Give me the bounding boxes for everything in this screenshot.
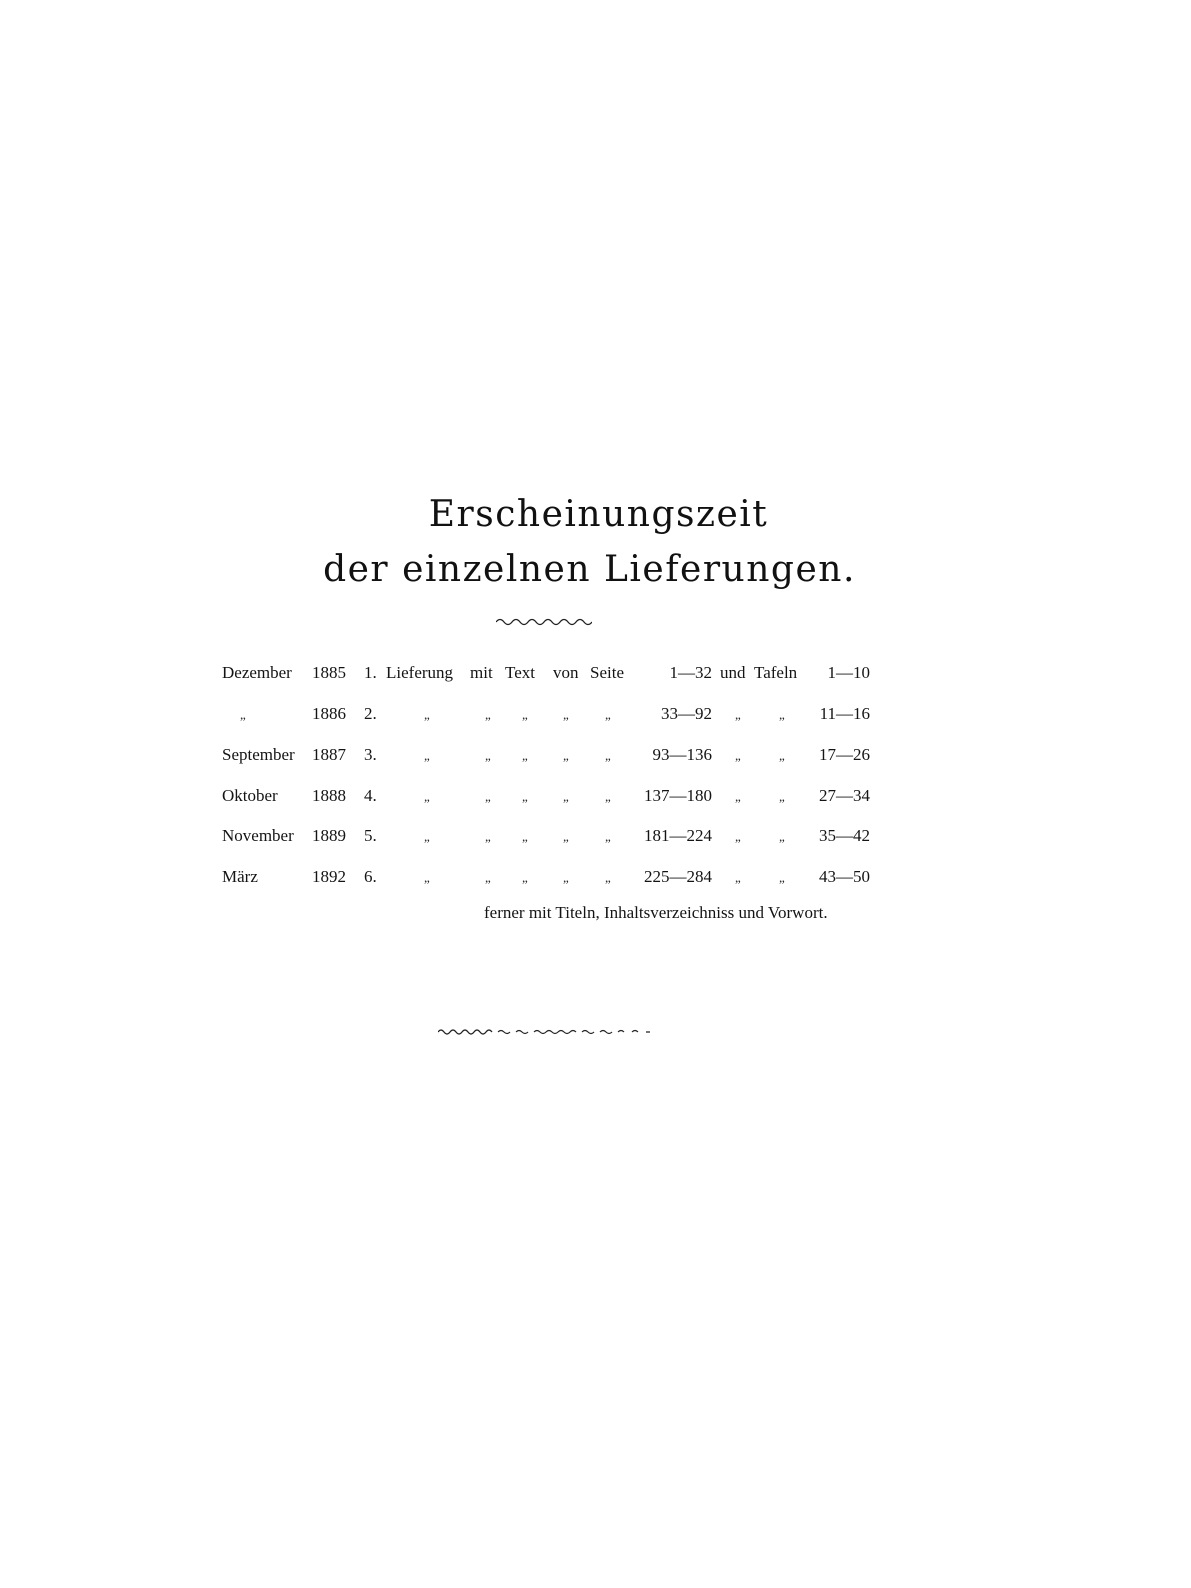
ditto-mark: „ xyxy=(563,789,569,804)
cell-pages: 1—32 xyxy=(669,663,712,682)
ditto-mark: „ xyxy=(522,829,528,844)
cell-plates: 1—10 xyxy=(827,663,870,682)
page-title: Erscheinungszeit xyxy=(428,494,769,535)
ditto-mark: „ xyxy=(522,707,528,722)
cell-year: 1886 xyxy=(312,704,346,723)
cell-month: November xyxy=(222,826,294,845)
ditto-mark: „ xyxy=(605,789,611,804)
cell-plates: 43—50 xyxy=(819,867,870,886)
cell-year: 1885 xyxy=(312,663,346,682)
cell-month: September xyxy=(222,745,295,764)
ditto-mark: „ xyxy=(735,748,741,763)
cell-number: 5. xyxy=(364,826,377,845)
cell-year: 1888 xyxy=(312,786,346,805)
ornament-divider-bottom xyxy=(438,1027,654,1037)
ditto-mark: „ xyxy=(779,707,785,722)
cell-plates: 17—26 xyxy=(819,745,870,764)
cell-month: März xyxy=(222,867,258,886)
ditto-mark: „ xyxy=(605,748,611,763)
cell-number: 3. xyxy=(364,745,377,764)
ditto-mark: „ xyxy=(485,707,491,722)
cell-month: Oktober xyxy=(222,786,278,805)
cell-pages: 225—284 xyxy=(644,867,712,886)
cell-number: 6. xyxy=(364,867,377,886)
ditto-mark: „ xyxy=(779,829,785,844)
ditto-mark: „ xyxy=(485,870,491,885)
footer-note: ferner mit Titeln, Inhaltsverzeichniss und Vorwort. xyxy=(484,903,828,922)
ditto-mark: „ xyxy=(563,748,569,763)
ditto-mark: „ xyxy=(485,789,491,804)
page-subtitle: der einzelnen Lieferungen. xyxy=(323,549,856,590)
cell-und: und xyxy=(720,663,746,682)
ditto-mark: „ xyxy=(424,789,430,804)
ditto-mark: „ xyxy=(735,707,741,722)
cell-pages: 181—224 xyxy=(644,826,712,845)
ornament-divider-top xyxy=(496,616,592,628)
cell-plates: 11—16 xyxy=(819,704,870,723)
cell-pages: 33—92 xyxy=(661,704,712,723)
ditto-mark: „ xyxy=(424,748,430,763)
ditto-mark: „ xyxy=(485,829,491,844)
cell-mit: mit xyxy=(470,663,493,682)
ditto-mark: „ xyxy=(779,748,785,763)
ditto-mark: „ xyxy=(522,789,528,804)
ditto-mark: „ xyxy=(563,707,569,722)
cell-year: 1889 xyxy=(312,826,346,845)
cell-seite: Seite xyxy=(590,663,624,682)
ditto-mark: „ xyxy=(424,870,430,885)
ditto-mark: „ xyxy=(563,870,569,885)
cell-number: 4. xyxy=(364,786,377,805)
cell-year: 1887 xyxy=(312,745,346,764)
ditto-mark: „ xyxy=(735,870,741,885)
ditto-mark: „ xyxy=(563,829,569,844)
cell-year: 1892 xyxy=(312,867,346,886)
ditto-mark: „ xyxy=(779,870,785,885)
cell-plates: 35—42 xyxy=(819,826,870,845)
ditto-mark: „ xyxy=(485,748,491,763)
ditto-mark: „ xyxy=(605,707,611,722)
cell-number: 1. xyxy=(364,663,377,682)
cell-number: 2. xyxy=(364,704,377,723)
cell-pages: 93—136 xyxy=(652,745,712,764)
cell-text: Text xyxy=(505,663,535,682)
cell-pages: 137—180 xyxy=(644,786,712,805)
ditto-mark: „ xyxy=(605,829,611,844)
cell-lieferung: Lieferung xyxy=(386,663,454,682)
cell-von: von xyxy=(553,663,579,682)
ditto-mark: „ xyxy=(240,707,246,722)
ditto-mark: „ xyxy=(424,707,430,722)
ditto-mark: „ xyxy=(735,829,741,844)
ditto-mark: „ xyxy=(735,789,741,804)
cell-plates: 27—34 xyxy=(819,786,870,805)
cell-tafeln: Tafeln xyxy=(754,663,798,682)
ditto-mark: „ xyxy=(522,748,528,763)
ditto-mark: „ xyxy=(522,870,528,885)
ditto-mark: „ xyxy=(424,829,430,844)
ditto-mark: „ xyxy=(779,789,785,804)
cell-month: Dezember xyxy=(222,663,292,682)
ditto-mark: „ xyxy=(605,870,611,885)
